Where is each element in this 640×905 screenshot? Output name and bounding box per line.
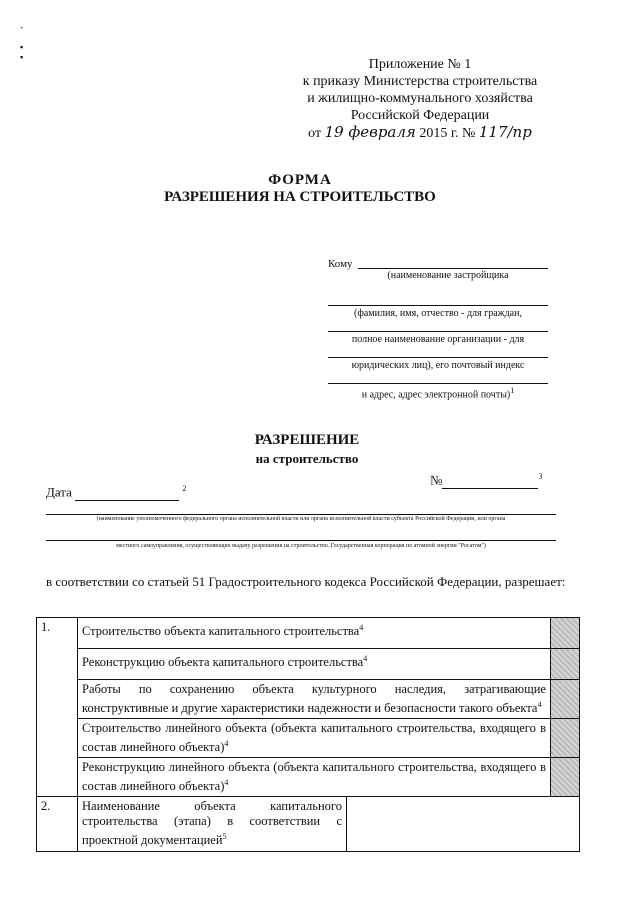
handwritten-number: 117/пр bbox=[478, 123, 532, 141]
form-subtitle: РАЗРЕШЕНИЯ НА СТРОИТЕЛЬСТВО bbox=[164, 189, 436, 205]
intro-text: в соответствии со статьей 51 Градостроительного кодекса Российской Федерации, разрешает: bbox=[46, 574, 566, 589]
recipient-field[interactable] bbox=[358, 268, 548, 269]
annex-line-2: к приказу Министерства строительства bbox=[302, 74, 538, 89]
checkbox-cell[interactable] bbox=[551, 618, 580, 649]
recipient-hint-1: (наименование застройщика bbox=[387, 270, 509, 281]
org-hint-1: (наименование уполномоченного федерального органа исполнительной власти или органа исполнительной власти субъекта Российской Федерации, или органа bbox=[96, 516, 506, 522]
checkbox-cell[interactable] bbox=[551, 758, 580, 797]
table-row: Строительство линейного объекта (объекта капитального строительства, входящего в состав линейного объекта)$^4$ bbox=[78, 719, 551, 758]
permit-table bbox=[36, 617, 580, 852]
number-field: № $^3$ bbox=[430, 472, 543, 488]
number-input[interactable] bbox=[442, 472, 538, 489]
annex-line-5: от 19 февраля 2015 г. № 117/пр bbox=[308, 123, 532, 141]
checkbox-cell[interactable] bbox=[551, 680, 580, 719]
table-row: Наименование объекта капитального строительства (этапа) в соответствии с проектной документацией$^5$ bbox=[78, 797, 347, 851]
checkbox-cell[interactable] bbox=[551, 719, 580, 758]
annex-line-3: и жилищно-коммунального хозяйства bbox=[307, 91, 533, 106]
form-title: ФОРМА bbox=[268, 172, 332, 188]
permit-subtitle: на строительство bbox=[255, 451, 359, 466]
org-line-1[interactable] bbox=[46, 514, 556, 515]
recipient-hint-3: полное наименование организации - для bbox=[351, 334, 525, 345]
handwritten-date: 19 февраля bbox=[324, 123, 416, 141]
annex-line-1: Приложение № 1 bbox=[368, 57, 472, 72]
checkbox-cell[interactable] bbox=[551, 649, 580, 680]
value-cell[interactable] bbox=[347, 797, 580, 851]
annex-block bbox=[270, 56, 570, 142]
row-number-1: 1. bbox=[37, 618, 78, 797]
date-input[interactable] bbox=[75, 484, 179, 501]
recipient-hint-5: и адрес, адрес электронной почты)$^1$ bbox=[361, 386, 515, 401]
recipient-hint-2: (фамилия, имя, отчество - для граждан, bbox=[354, 308, 522, 319]
permit-title: РАЗРЕШЕНИЕ bbox=[254, 432, 360, 448]
row-number-2: 2. bbox=[37, 797, 78, 851]
org-hint-2: местного самоуправления, осуществляющих выдачу разрешения на строительство. Государственная корпорация по атомной энергии "Росатом") bbox=[116, 543, 486, 549]
scan-mark: - ▪ ▪ bbox=[20, 22, 24, 62]
org-line-2[interactable] bbox=[46, 540, 556, 541]
table-row: Строительство объекта капитального строительства$^4$ bbox=[78, 618, 551, 649]
table-row: Реконструкцию объекта капитального строительства$^4$ bbox=[78, 649, 551, 680]
annex-line-4: Российской Федерации bbox=[350, 108, 490, 123]
date-field: Дата $^2$ bbox=[46, 484, 187, 500]
recipient-label: Кому bbox=[328, 258, 353, 270]
table-row: Реконструкцию линейного объекта (объекта капитального строительства, входящего в состав линейного объекта)$^4$ bbox=[78, 758, 551, 797]
recipient-block bbox=[328, 258, 548, 400]
table-row: Работы по сохранению объекта культурного наследия, затрагивающие конструктивные и другие характеристики надежности и безопасности такого объекта$^4$ bbox=[78, 680, 551, 719]
recipient-hint-4: юридических лиц), его почтовый индекс bbox=[351, 360, 525, 371]
